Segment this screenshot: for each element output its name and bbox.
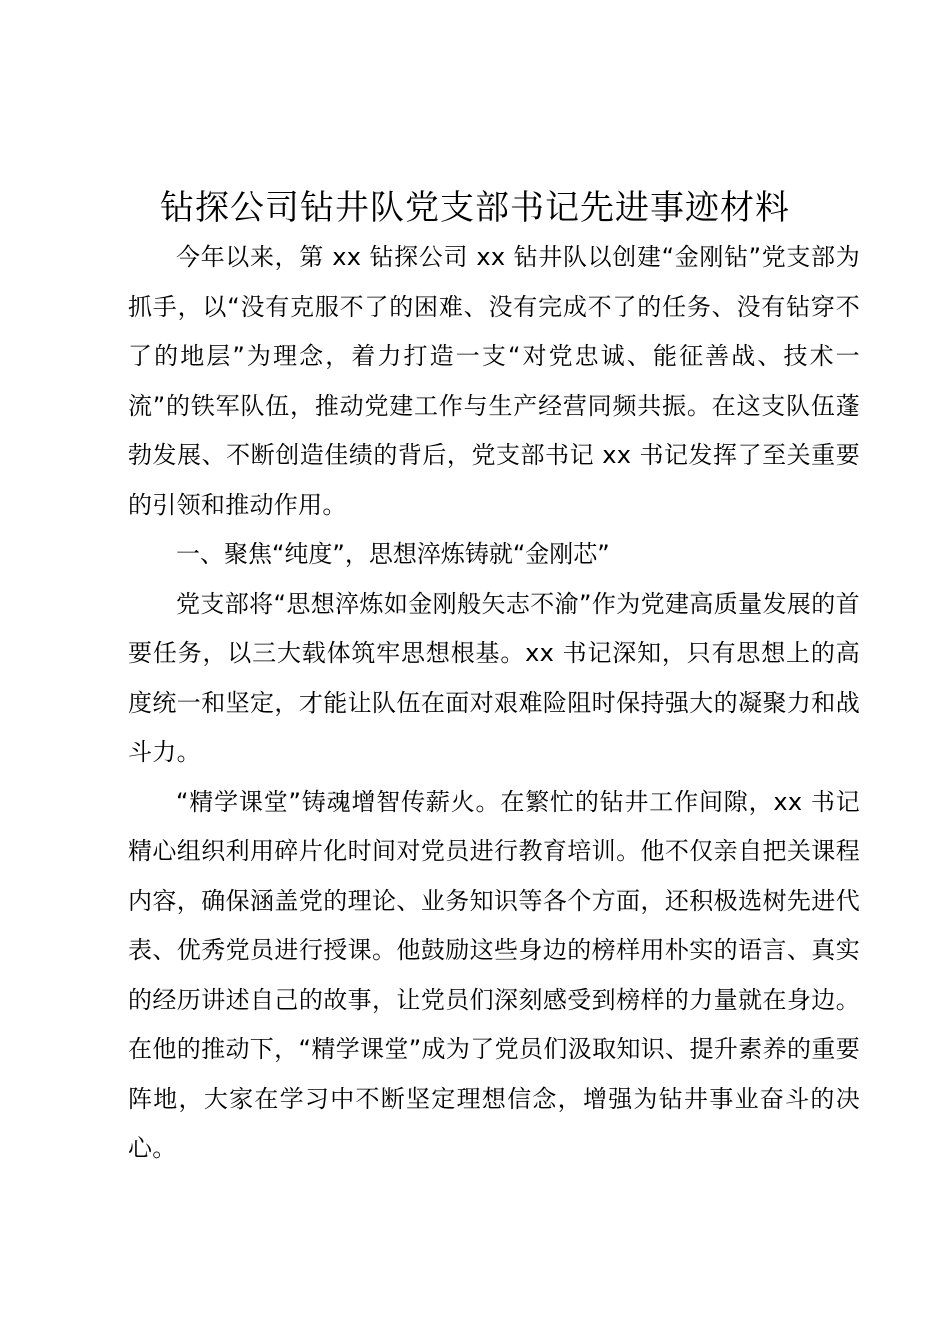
section-1-paragraph-1: 党支部将“思想淬炼如金刚般矢志不渝”作为党建高质量发展的首要任务，以三大载体筑牢思想根基。xx 书记深知，只有思想上的高度统一和坚定，才能让队伍在面对艰难险阻时保持强大的凝聚力和战斗力。 <box>128 589 860 766</box>
document-body <box>128 233 860 1174</box>
intro-paragraph: 今年以来，第 xx 钻探公司 xx 钻井队以创建“金刚钻”党支部为抓手，以“没有克服不了的困难、没有完成不了的任务、没有钻穿不了的地层”为理念，着力打造一支“对党忠诚、能征善战、技术一流”的铁军队伍，推动党建工作与生产经营同频共振。在这支队伍蓬勃发展、不断创造佳绩的背后，党支部书记 xx 书记发挥了至关重要的引领和推动作用。 <box>128 243 860 519</box>
section-heading-1: 一、聚焦“纯度”，思想淬炼铸就“金刚芯” <box>176 540 610 568</box>
document-title: 钻探公司钻井队党支部书记先进事迹材料 <box>160 188 790 228</box>
section-1-paragraph-2: “精学课堂”铸魂增智传薪火。在繁忙的钻井工作间隙，xx 书记精心组织利用碎片化时间对党员进行教育培训。他不仅亲自把关课程内容，确保涵盖党的理论、业务知识等各个方面，还积极选树先进代表、优秀党员进行授课。他鼓励这些身边的榜样用朴实的语言、真实的经历讲述自己的故事，让党员们深刻感受到榜样的力量就在身边。在他的推动下，“精学课堂”成为了党员们汲取知识、提升素养的重要阵地，大家在学习中不断坚定理想信念，增强为钻井事业奋斗的决心。 <box>128 787 860 1162</box>
